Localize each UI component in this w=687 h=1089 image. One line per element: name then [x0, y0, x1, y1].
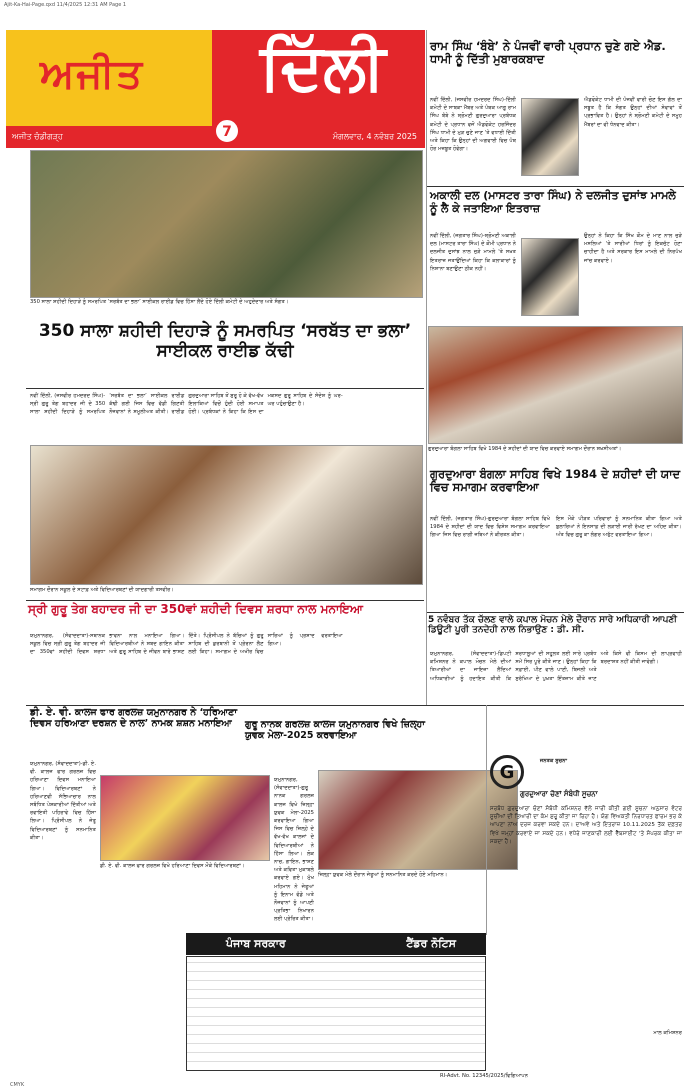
dav-story-caption: ਡੀ. ਏ. ਵੀ. ਕਾਲਜ ਫਾਰ ਗਰਲਜ਼ ਵਿਖੇ ਹਰਿਆਣਾ ਦਿਵਸ ਮੌਕੇ ਵਿਦਿਆਰਥਣਾਂ। — [100, 863, 245, 869]
school-story-body: ਯਮੁਨਾਨਗਰ, (ਸੰਵਾਦਦਾਤਾ)-ਸਥਾਨਕ ਸਕੂਲ ਵਿਚ ਸ੍ਰੀ ਗੁਰੂ ਤੇਗ ਬਹਾਦਰ ਜੀ ਦਾ 350ਵਾਂ ਸ਼ਹੀਦੀ ਦਿਵਸ ਸ਼ਰਧਾ ਭਾਵਨਾ ਨਾਲ ਮਨਾਇਆ ਗਿਆ। ਵਿਦਿਆਰਥੀਆਂ ਨੇ ਸ਼ਬਦ ਗਾਇਨ ਕੀਤਾ ਅਤੇ ਗੁਰੂ ਸਾਹਿਬ ਦੇ ਜੀਵਨ ਬਾਰੇ ਭਾਸ਼ਣ ਦਿੱਤੇ। ਪ੍ਰਿੰਸੀਪਲ ਨੇ ਬੱਚਿਆਂ ਨੂੰ ਗੁਰੂ ਸਾਹਿਬ ਦੀ ਕੁਰਬਾਨੀ ਤੋਂ ਪ੍ਰੇਰਨਾ ਲੈਣ ਲਈ ਕਿਹਾ। ਸਮਾਗਮ ਦੇ ਅਖੀਰ ਵਿਚ ਸਾਰਿਆਂ ਨੂੰ ਪ੍ਰਸ਼ਾਦ ਵਰਤਾਇਆ ਗਿਆ। — [30, 633, 343, 656]
notice-header: ਜਨਤਕ ਸੂਚਨਾ — [540, 758, 567, 764]
dc-story-headline: 5 ਨਵੰਬਰ ਤੱਕ ਚੱਲਣ ਵਾਲੇ ਕਪਾਲ ਮੋਚਨ ਮੇਲੇ ਦੌਰਾਨ ਸਾਰੇ ਅਧਿਕਾਰੀ ਆਪਣੀ ਡਿਊਟੀ ਪੂਰੀ ਤਨਦੇਹੀ ਨਾਲ ਨਿਭਾਉਣ : ਡੀ. ਸੀ. — [428, 615, 677, 636]
notice-logo-icon: G — [490, 755, 524, 789]
tender-table — [186, 956, 486, 1071]
story-akali-body-left: ਨਵੀਂ ਦਿੱਲੀ, (ਜਗਤਾਰ ਸਿੰਘ)-ਸ਼੍ਰੋਮਣੀ ਅਕਾਲੀ ਦਲ (ਮਾਸਟਰ ਤਾਰਾ ਸਿੰਘ) ਦੇ ਕੌਮੀ ਪ੍ਰਧਾਨ ਨੇ ਦਲਜੀਤ ਦੁਸਾਂਝ ਨਾਲ ਜੁੜੇ ਮਾਮਲੇ 'ਤੇ ਸਖ਼ਤ ਇਤਰਾਜ਼ ਜਤਾਉਂਦਿਆਂ ਕਿਹਾ ਕਿ ਕਲਾਕਾਰਾਂ ਨੂੰ ਨਿਸ਼ਾਨਾ ਬਣਾਉਣਾ ਠੀਕ ਨਹੀਂ। — [430, 233, 516, 272]
notice-title: ਗੁਰਦੁਆਰਾ ਚੋਣਾਂ ਸੰਬੰਧੀ ਸੂਚਨਾ — [520, 790, 598, 798]
cycle-ride-caption: 350 ਸਾਲਾ ਸ਼ਹੀਦੀ ਦਿਹਾੜੇ ਨੂੰ ਸਮਰਪਿਤ ‘ਸਰਬੱਤ ਦਾ ਭਲਾ’ ਸਾਈਕਲ ਰਾਈਡ ਵਿਚ ਹਿੱਸਾ ਲੈਂਦੇ ਹੋਏ ਦਿੱਲੀ ਕਮੇਟੀ ਦੇ ਅਹੁਦੇਦਾਰ ਅਤੇ ਸੰਗਤ। — [30, 299, 289, 305]
divider — [426, 186, 684, 187]
dav-story-headline: ਡੀ. ਏ. ਵੀ. ਕਾਲਜ ਫਾਰ ਗਰਲਜ਼ ਯਮੁਨਾਨਗਰ ਨੇ ‘ਹਰਿਆਣਾ ਦਿਵਸ ਹਰਿਆਣਾ ਦਰਸ਼ਨ ਦੇ ਨਾਲ’ ਨਾਮਕ ਸ਼ਸ਼ਨ ਮਨਾਇਆ — [30, 707, 238, 729]
edition-label: ਅਜੀਤ ਚੰਡੀਗੜ੍ਹ — [12, 132, 63, 141]
story-dhami-body-right: ਐਡਵੋਕੇਟ ਧਾਮੀ ਦੀ ਪੰਜਵੀਂ ਵਾਰੀ ਚੋਣ ਇਸ ਗੱਲ ਦਾ ਸਬੂਤ ਹੈ ਕਿ ਸੰਗਤ ਉਨ੍ਹਾਂ ਦੀਆਂ ਸੇਵਾਵਾਂ ਤੋਂ ਪ੍ਰਭਾਵਿਤ ਹੈ। ਉਨ੍ਹਾਂ ਨੇ ਸ਼੍ਰੋਮਣੀ ਕਮੇਟੀ ਦੇ ਸਮੂਹ ਮੈਂਬਰਾਂ ਦਾ ਵੀ ਧੰਨਵਾਦ ਕੀਤਾ। — [584, 97, 682, 128]
gnk-story-body: ਯਮੁਨਾਨਗਰ, (ਸੰਵਾਦਦਾਤਾ)-ਗੁਰੂ ਨਾਨਕ ਗਰਲਜ਼ ਕਾਲਜ ਵਿਖੇ ਜ਼ਿਲ੍ਹਾ ਯੁਵਕ ਮੇਲਾ-2025 ਕਰਵਾਇਆ ਗਿਆ ਜਿਸ ਵਿਚ ਜ਼ਿਲ੍ਹੇ ਦੇ ਵੱਖ-ਵੱਖ ਕਾਲਜਾਂ ਦੇ ਵਿਦਿਆਰਥੀਆਂ ਨੇ ਹਿੱਸਾ ਲਿਆ। ਲੋਕ ਨਾਚ, ਗਾਇਨ, ਭਾਸ਼ਣ ਅਤੇ ਕਵਿਤਾ ਮੁਕਾਬਲੇ ਕਰਵਾਏ ਗਏ। ਮੁੱਖ ਮਹਿਮਾਨ ਨੇ ਜੇਤੂਆਂ ਨੂੰ ਇਨਾਮ ਵੰਡੇ ਅਤੇ ਨੌਜਵਾਨਾਂ ਨੂੰ ਆਪਣੀ ਪ੍ਰਤਿਭਾ ਨਿਖਾਰਨ ਲਈ ਪ੍ਰੇਰਿਤ ਕੀਤਾ। — [274, 777, 314, 923]
print-slug: Ajit-Ka-Hai-Page.qxd 11/4/2025 12:31 AM Page 1 — [4, 2, 127, 8]
dav-story-photo — [100, 775, 270, 861]
divider — [26, 388, 424, 389]
story-akali-body-right: ਉਨ੍ਹਾਂ ਨੇ ਕਿਹਾ ਕਿ ਸਿੱਖ ਕੌਮ ਦੇ ਮਾਣ ਨਾਲ ਜੁੜੇ ਮਸਲਿਆਂ 'ਤੇ ਸਾਰੀਆਂ ਧਿਰਾਂ ਨੂੰ ਇਕਜੁੱਟ ਹੋਣਾ ਚਾਹੀਦਾ ਹੈ ਅਤੇ ਸਰਕਾਰ ਇਸ ਮਾਮਲੇ ਦੀ ਨਿਰਪੱਖ ਜਾਂਚ ਕਰਵਾਏ। — [584, 233, 682, 264]
tender-left-label: ਪੰਜਾਬ ਸਰਕਾਰ — [226, 937, 286, 950]
gnk-story-photo — [318, 770, 518, 870]
tender-right-label: ਟੈਂਡਰ ਨੋਟਿਸ — [406, 937, 456, 950]
notice-body: ਸਰਬੰਧ ਗੁਰਦੁਆਰਾ ਚੋਣਾਂ ਸੰਬੰਧੀ ਕਮਿਸ਼ਨਰ ਵੱਲੋਂ ਜਾਰੀ ਕੀਤੀ ਗਈ ਸੂਚਨਾ ਅਨੁਸਾਰ ਵੋਟਰ ਸੂਚੀਆਂ ਦੀ ਤਿਆਰੀ ਦਾ ਕੰਮ ਸ਼ੁਰੂ ਕੀਤਾ ਜਾ ਰਿਹਾ ਹੈ। ਯੋਗ ਵਿਅਕਤੀ ਨਿਰਧਾਰਤ ਫਾਰਮ ਭਰ ਕੇ ਆਪਣਾ ਨਾਂਅ ਦਰਜ ਕਰਵਾ ਸਕਦੇ ਹਨ। ਦਾਅਵੇ ਅਤੇ ਇਤਰਾਜ਼ 10.11.2025 ਤੱਕ ਦਫ਼ਤਰ ਵਿਖੇ ਜਮ੍ਹਾਂ ਕਰਵਾਏ ਜਾ ਸਕਦੇ ਹਨ। ਵਧੇਰੇ ਜਾਣਕਾਰੀ ਲਈ ਵੈੱਬਸਾਈਟ 'ਤੇ ਸੰਪਰਕ ਕੀਤਾ ਜਾ ਸਕਦਾ ਹੈ। — [490, 806, 682, 845]
gnk-story-headline: ਗੁਰੂ ਨਾਨਕ ਗਰਲਜ਼ ਕਾਲਜ ਯਮੁਨਾਨਗਰ ਵਿਖੇ ਜ਼ਿਲ੍ਹਾ ਯੁਵਕ ਮੇਲਾ-2025 ਕਰਵਾਇਆ — [245, 719, 425, 741]
column-divider — [486, 705, 487, 935]
gnk-story-caption: ਜ਼ਿਲ੍ਹਾ ਯੁਵਕ ਮੇਲੇ ਦੌਰਾਨ ਜੇਤੂਆਂ ਨੂੰ ਸਨਮਾਨਿਤ ਕਰਦੇ ਹੋਏ ਮਹਿਮਾਨ। — [318, 872, 448, 878]
page-number-badge: 7 — [214, 118, 240, 144]
story-akali-headline: ਅਕਾਲੀ ਦਲ (ਮਾਸਟਰ ਤਾਰਾ ਸਿੰਘ) ਨੇ ਦਲਜੀਤ ਦੁਸਾਂਝ ਮਾਮਲੇ ਨੂੰ ਲੈ ਕੇ ਜਤਾਇਆ ਇਤਰਾਜ਼ — [430, 189, 676, 215]
column-divider — [426, 30, 427, 705]
cycle-ride-photo — [30, 150, 423, 298]
bangla-sahib-body-left: ਨਵੀਂ ਦਿੱਲੀ, (ਜਗਤਾਰ ਸਿੰਘ)-ਗੁਰਦੁਆਰਾ ਬੰਗਲਾ ਸਾਹਿਬ ਵਿਖੇ 1984 ਦੇ ਸ਼ਹੀਦਾਂ ਦੀ ਯਾਦ ਵਿਚ ਵਿਸ਼ੇਸ਼ ਸਮਾਗਮ ਕਰਵਾਇਆ ਗਿਆ ਜਿਸ ਵਿਚ ਰਾਗੀ ਜਥਿਆਂ ਨੇ ਕੀਰਤਨ ਕੀਤਾ। — [430, 516, 550, 539]
dc-story-body: ਯਮੁਨਾਨਗਰ, (ਸੰਵਾਦਦਾਤਾ)-ਡਿਪਟੀ ਕਮਿਸ਼ਨਰ ਨੇ ਕਪਾਲ ਮੋਚਨ ਮੇਲੇ ਦੀਆਂ ਤਿਆਰੀਆਂ ਦਾ ਜਾਇਜ਼ਾ ਲੈਂਦਿਆਂ ਅਧਿਕਾਰੀਆਂ ਨੂੰ ਹਦਾਇਤ ਕੀਤੀ ਕਿ ਸ਼ਰਧਾਲੂਆਂ ਦੀ ਸਹੂਲਤ ਲਈ ਸਾਰੇ ਪ੍ਰਬੰਧ ਸਮੇਂ ਸਿਰ ਪੂਰੇ ਕੀਤੇ ਜਾਣ। ਉਨ੍ਹਾਂ ਕਿਹਾ ਕਿ ਸਫ਼ਾਈ, ਪੀਣ ਵਾਲੇ ਪਾਣੀ, ਬਿਜਲੀ ਅਤੇ ਸੁਰੱਖਿਆ ਦੇ ਪੁਖ਼ਤਾ ਇੰਤਜ਼ਾਮ ਕੀਤੇ ਜਾਣ ਅਤੇ ਕਿਸੇ ਵੀ ਕਿਸਮ ਦੀ ਲਾਪ੍ਰਵਾਹੀ ਬਰਦਾਸ਼ਤ ਨਹੀਂ ਕੀਤੀ ਜਾਵੇਗੀ। — [430, 651, 682, 682]
bangla-sahib-body-right: ਇਸ ਮੌਕੇ ਪੀੜਤ ਪਰਿਵਾਰਾਂ ਨੂੰ ਸਨਮਾਨਿਤ ਕੀਤਾ ਗਿਆ ਅਤੇ ਬੁਲਾਰਿਆਂ ਨੇ ਇਨਸਾਫ਼ ਦੀ ਲੜਾਈ ਜਾਰੀ ਰੱਖਣ ਦਾ ਅਹਿਦ ਕੀਤਾ। ਅੰਤ ਵਿਚ ਗੁਰੂ ਕਾ ਲੰਗਰ ਅਤੁੱਟ ਵਰਤਾਇਆ ਗਿਆ। — [556, 516, 682, 539]
story-dhami-headline: ਰਾਮ ਸਿੰਘ ‘ਬੰਬੇ’ ਨੇ ਪੰਜਵੀਂ ਵਾਰੀ ਪ੍ਰਧਾਨ ਚੁਣੇ ਗਏ ਐਡ. ਧਾਮੀ ਨੂੰ ਦਿੱਤੀ ਮੁਬਾਰਕਬਾਦ — [430, 39, 666, 67]
story-dhami-body-left: ਨਵੀਂ ਦਿੱਲੀ, (ਜਸਵੀਰ ਹਮਦਰਦ ਸਿੰਘ)-ਦਿੱਲੀ ਕਮੇਟੀ ਦੇ ਸਾਬਕਾ ਮੈਂਬਰ ਅਤੇ ਪੰਥਕ ਆਗੂ ਰਾਮ ਸਿੰਘ ਬੰਬੇ ਨੇ ਸ਼੍ਰੋਮਣੀ ਗੁਰਦੁਆਰਾ ਪ੍ਰਬੰਧਕ ਕਮੇਟੀ ਦੇ ਪ੍ਰਧਾਨ ਵਜੋਂ ਐਡਵੋਕੇਟ ਹਰਜਿੰਦਰ ਸਿੰਘ ਧਾਮੀ ਦੇ ਮੁੜ ਚੁਣੇ ਜਾਣ 'ਤੇ ਵਧਾਈ ਦਿੱਤੀ ਅਤੇ ਕਿਹਾ ਕਿ ਉਨ੍ਹਾਂ ਦੀ ਅਗਵਾਈ ਵਿਚ ਪੰਥ ਹੋਰ ਮਜ਼ਬੂਤ ਹੋਵੇਗਾ। — [430, 97, 516, 153]
school-group-photo — [30, 445, 423, 585]
bangla-sahib-headline: ਗੁਰਦੁਆਰਾ ਬੰਗਲਾ ਸਾਹਿਬ ਵਿਖੇ 1984 ਦੇ ਸ਼ਹੀਦਾਂ ਦੀ ਯਾਦ ਵਿਚ ਸਮਾਗਮ ਕਰਵਾਇਆ — [430, 467, 681, 495]
story-dhami-portrait — [521, 98, 579, 176]
tender-footer: RI-Advt. No. 12345/2025/ਵਿਗਿਆਪਨ — [440, 1073, 528, 1079]
story-akali-portrait — [521, 238, 579, 316]
dav-story-body: ਯਮੁਨਾਨਗਰ, (ਸੰਵਾਦਦਾਤਾ)-ਡੀ. ਏ. ਵੀ. ਕਾਲਜ ਫਾਰ ਗਰਲਜ਼ ਵਿਚ ਹਰਿਆਣਾ ਦਿਵਸ ਮਨਾਇਆ ਗਿਆ। ਵਿਦਿਆਰਥਣਾਂ ਨੇ ਹਰਿਆਣਵੀ ਸੱਭਿਆਚਾਰ ਨਾਲ ਸਬੰਧਿਤ ਪੇਸ਼ਕਾਰੀਆਂ ਦਿੱਤੀਆਂ ਅਤੇ ਰਵਾਇਤੀ ਪਹਿਰਾਵੇ ਵਿਚ ਹਿੱਸਾ ਲਿਆ। ਪ੍ਰਿੰਸੀਪਲ ਨੇ ਜੇਤੂ ਵਿਦਿਆਰਥਣਾਂ ਨੂੰ ਸਨਮਾਨਿਤ ਕੀਤਾ। — [30, 761, 96, 841]
tender-banner — [186, 933, 486, 955]
color-bar-label: CMYK — [10, 1082, 25, 1088]
masthead-title-delhi: ਦਿੱਲੀ — [260, 30, 386, 105]
school-group-caption: ਸਮਾਗਮ ਦੌਰਾਨ ਸਕੂਲ ਦੇ ਸਟਾਫ਼ ਅਤੇ ਵਿਦਿਆਰਥਣਾਂ ਦੀ ਯਾਦਗਾਰੀ ਤਸਵੀਰ। — [30, 587, 174, 593]
school-story-headline: ਸ੍ਰੀ ਗੁਰੂ ਤੇਗ ਬਹਾਦਰ ਜੀ ਦਾ 350ਵਾਂ ਸ਼ਹੀਦੀ ਦਿਵਸ ਸ਼ਰਧਾ ਨਾਲ ਮਨਾਇਆ — [28, 602, 363, 616]
divider — [26, 600, 424, 601]
masthead-title-ajit: ਅਜੀਤ — [40, 50, 145, 97]
notice-signature: ਮਾਲ ਕਮਿਸ਼ਨਰ — [653, 1030, 682, 1036]
cycle-ride-headline: 350 ਸਾਲਾ ਸ਼ਹੀਦੀ ਦਿਹਾੜੇ ਨੂੰ ਸਮਰਪਿਤ ‘ਸਰਬੱਤ ਦਾ ਭਲਾ’ ਸਾਈਕਲ ਰਾਈਡ ਕੱਢੀ — [38, 321, 412, 361]
bangla-sahib-caption: ਗੁਰਦੁਆਰਾ ਬੰਗਲਾ ਸਾਹਿਬ ਵਿਖੇ 1984 ਦੇ ਸ਼ਹੀਦਾਂ ਦੀ ਯਾਦ ਵਿਚ ਕਰਵਾਏ ਸਮਾਗਮ ਦੌਰਾਨ ਸ਼ਖ਼ਸੀਅਤਾਂ। — [428, 446, 622, 452]
divider — [26, 705, 684, 706]
divider — [426, 612, 684, 613]
issue-date: ਮੰਗਲਵਾਰ, 4 ਨਵੰਬਰ 2025 — [332, 132, 417, 141]
cycle-ride-body: ਨਵੀਂ ਦਿੱਲੀ, (ਜਸਵੀਰ ਹਮਦਰਦ ਸਿੰਘ)-ਸ੍ਰੀ ਗੁਰੂ ਤੇਗ ਬਹਾਦਰ ਜੀ ਦੇ 350 ਸਾਲਾ ਸ਼ਹੀਦੀ ਦਿਹਾੜੇ ਨੂੰ ਸਮਰਪਿਤ ‘ਸਰਬੱਤ ਦਾ ਭਲਾ’ ਸਾਈਕਲ ਰਾਈਡ ਕੱਢੀ ਗਈ ਜਿਸ ਵਿਚ ਵੱਡੀ ਗਿਣਤੀ ਨੌਜਵਾਨਾਂ ਨੇ ਸ਼ਮੂਲੀਅਤ ਕੀਤੀ। ਰਾਈਡ ਗੁਰਦੁਆਰਾ ਸਾਹਿਬ ਤੋਂ ਸ਼ੁਰੂ ਹੋ ਕੇ ਵੱਖ-ਵੱਖ ਇਲਾਕਿਆਂ ਵਿਚੋਂ ਹੁੰਦੀ ਹੋਈ ਸਮਾਪਤ ਹੋਈ। ਪ੍ਰਬੰਧਕਾਂ ਨੇ ਕਿਹਾ ਕਿ ਇਸ ਦਾ ਮਕਸਦ ਗੁਰੂ ਸਾਹਿਬ ਦੇ ਸੰਦੇਸ਼ ਨੂੰ ਘਰ-ਘਰ ਪਹੁੰਚਾਉਣਾ ਹੈ। — [30, 393, 343, 416]
bangla-sahib-photo — [428, 326, 683, 444]
